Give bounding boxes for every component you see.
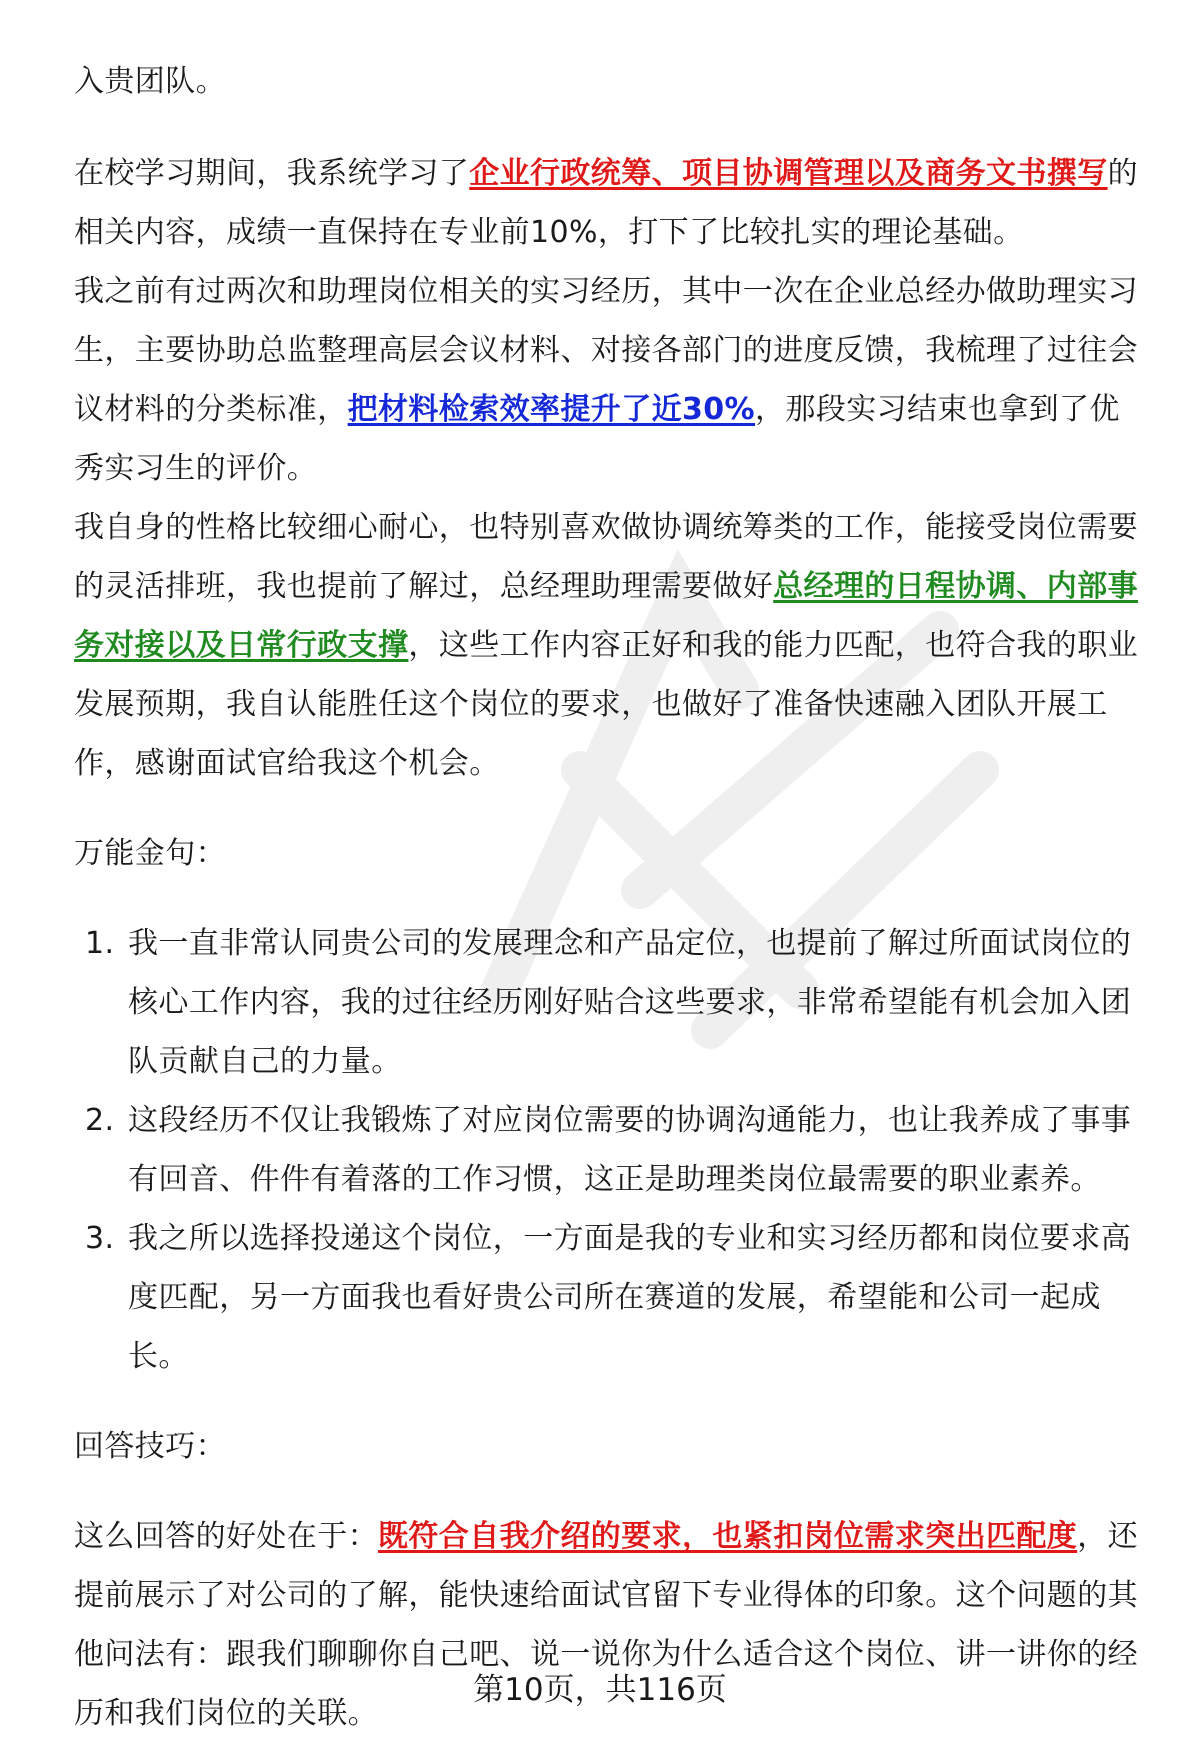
- golden-sentences-list: [74, 914, 1149, 1386]
- highlight-job-duties: 总经理的日程协调、内部事务对接以及日常行政支撑: [74, 569, 1139, 663]
- page-number: 第10页，共116页: [473, 1672, 727, 1708]
- list-item: 2. 这段经历不仅让我锻炼了对应岗位需要的协调沟通能力，也让我养成了事事有回音、件件有着落的工作习惯，这正是助理类岗位最需要的职业素养。: [85, 1103, 1132, 1197]
- document-body: [74, 52, 1149, 1743]
- paragraph-personality: 我自身的性格比较细心耐心，也特别喜欢做协调统筹类的工作，能接受岗位需要的灵活排班，我也提前了解过，总经理助理需要做好总经理的日程协调、内部事务对接以及日常行政支撑，这些工作内容正好和我的能力匹配，也符合我的职业发展预期，我自认能胜任这个岗位的要求，也做好了准备快速融入团队开展工作，感谢面试官给我这个机会。: [74, 510, 1139, 781]
- highlight-study-subjects: 企业行政统筹、项目协调管理以及商务文书撰写: [469, 156, 1108, 191]
- highlight-efficiency: 把材料检索效率提升了近30%: [347, 392, 756, 427]
- answer-tips-heading: 回答技巧：: [74, 1429, 226, 1464]
- paragraph-study: 在校学习期间，我系统学习了企业行政统筹、项目协调管理以及商务文书撰写的相关内容，成绩一直保持在专业前10%，打下了比较扎实的理论基础。: [74, 156, 1139, 250]
- list-item: 3. 我之所以选择投递这个岗位，一方面是我的专业和实习经历都和岗位要求高度匹配，另一方面我也看好贵公司所在赛道的发展，希望能和公司一起成长。: [85, 1221, 1132, 1374]
- paragraph-tips: 这么回答的好处在于：既符合自我介绍的要求，也紧扣岗位需求突出匹配度，还提前展示了对公司的了解，能快速给面试官留下专业得体的印象。这个问题的其他问法有：跟我们聊聊你自己吧、说一说你为什么适合这个岗位、讲一讲你的经历和我们岗位的关联。: [74, 1519, 1139, 1731]
- paragraph-internship: 我之前有过两次和助理岗位相关的实习经历，其中一次在企业总经办做助理实习生，主要协助总监整理高层会议材料、对接各部门的进度反馈，我梳理了过往会议材料的分类标准，把材料检索效率提升了近30%，那段实习结束也拿到了优秀实习生的评价。: [74, 274, 1138, 486]
- golden-sentences-heading: 万能金句：: [74, 836, 226, 871]
- highlight-tips-benefit: 既符合自我介绍的要求，也紧扣岗位需求突出匹配度: [378, 1519, 1078, 1554]
- paragraph-intro-tail: 入贵团队。: [74, 64, 226, 99]
- list-item: 1. 我一直非常认同贵公司的发展理念和产品定位，也提前了解过所面试岗位的核心工作内容，我的过往经历刚好贴合这些要求，非常希望能有机会加入团队贡献自己的力量。: [85, 926, 1132, 1079]
